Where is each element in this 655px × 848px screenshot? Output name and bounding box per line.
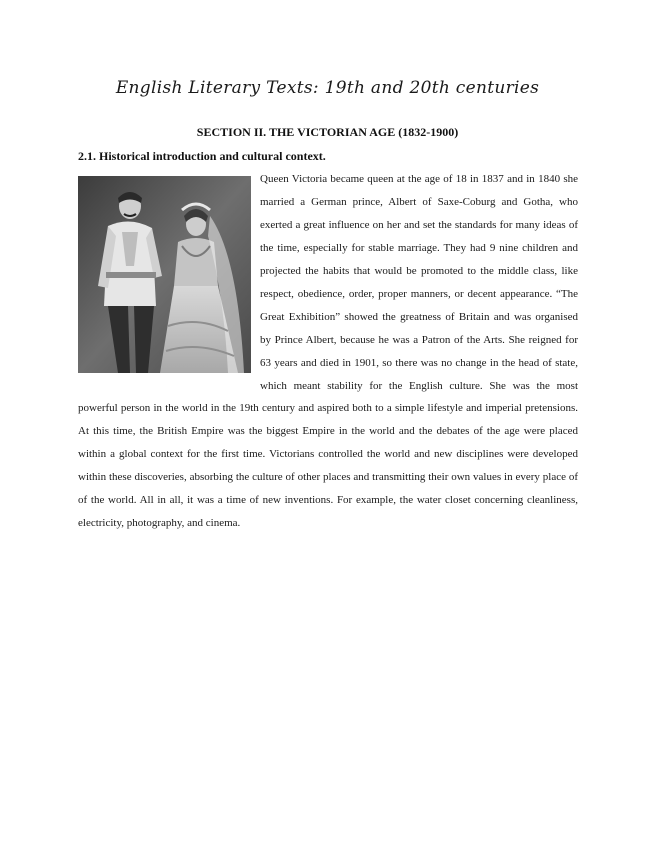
text-line: within a global context for the first time. Victorians controlled the world and new disciplines were developed [78, 448, 578, 460]
text-line: respect, obedience, order, proper manners, or decent appearance. “The [260, 288, 578, 300]
text-line: 63 years and died in 1901, so there was no change in the head of state, [260, 357, 578, 369]
text-line: within these discoveries, absorbing the culture of other places and transmitting their own values in every place of [78, 471, 578, 483]
text-line: At this time, the British Empire was the biggest Empire in the world and the debates of the age were placed [78, 425, 578, 437]
section-heading: SECTION II. THE VICTORIAN AGE (1832-1900) [196, 125, 459, 139]
photo-illustration [78, 176, 251, 373]
text-line: electricity, photography, and cinema. [78, 517, 241, 529]
text-line: the time, especially for stable marriage. They had 9 nine children and [260, 242, 578, 254]
victorian-wedding-photograph [78, 176, 251, 373]
text-line: Queen Victoria became queen at the age of 18 in 1837 and in 1840 she [260, 173, 578, 185]
document-title: English Literary Texts: 19th and 20th centuries [115, 78, 540, 98]
text-line: by Prince Albert, because he was a Patron of the Arts. She reigned for [260, 334, 578, 346]
wrapped-paragraph [260, 168, 578, 398]
text-line: powerful person in the world in the 19th century and aspired both to a simple lifestyle and imperial pretensions. [78, 402, 578, 414]
text-line: exerted a great influence on her and set the standards for many ideas of [260, 219, 578, 231]
full-width-paragraph [78, 397, 578, 535]
text-line: married a German prince, Albert of Saxe-Coburg and Gotha, who [260, 196, 578, 208]
text-line: which meant stability for the English culture. She was the most [260, 380, 578, 392]
text-line: of the world. All in all, it was a time of new inventions. For example, the water closet concerning cleanliness, [78, 494, 578, 506]
text-line: Great Exhibition” showed the greatness of Britain and was organised [260, 311, 578, 323]
text-line: projected the habits that would be promoted to the middle class, like [260, 265, 578, 277]
subsection-heading: 2.1. Historical introduction and cultural context. [78, 149, 326, 163]
